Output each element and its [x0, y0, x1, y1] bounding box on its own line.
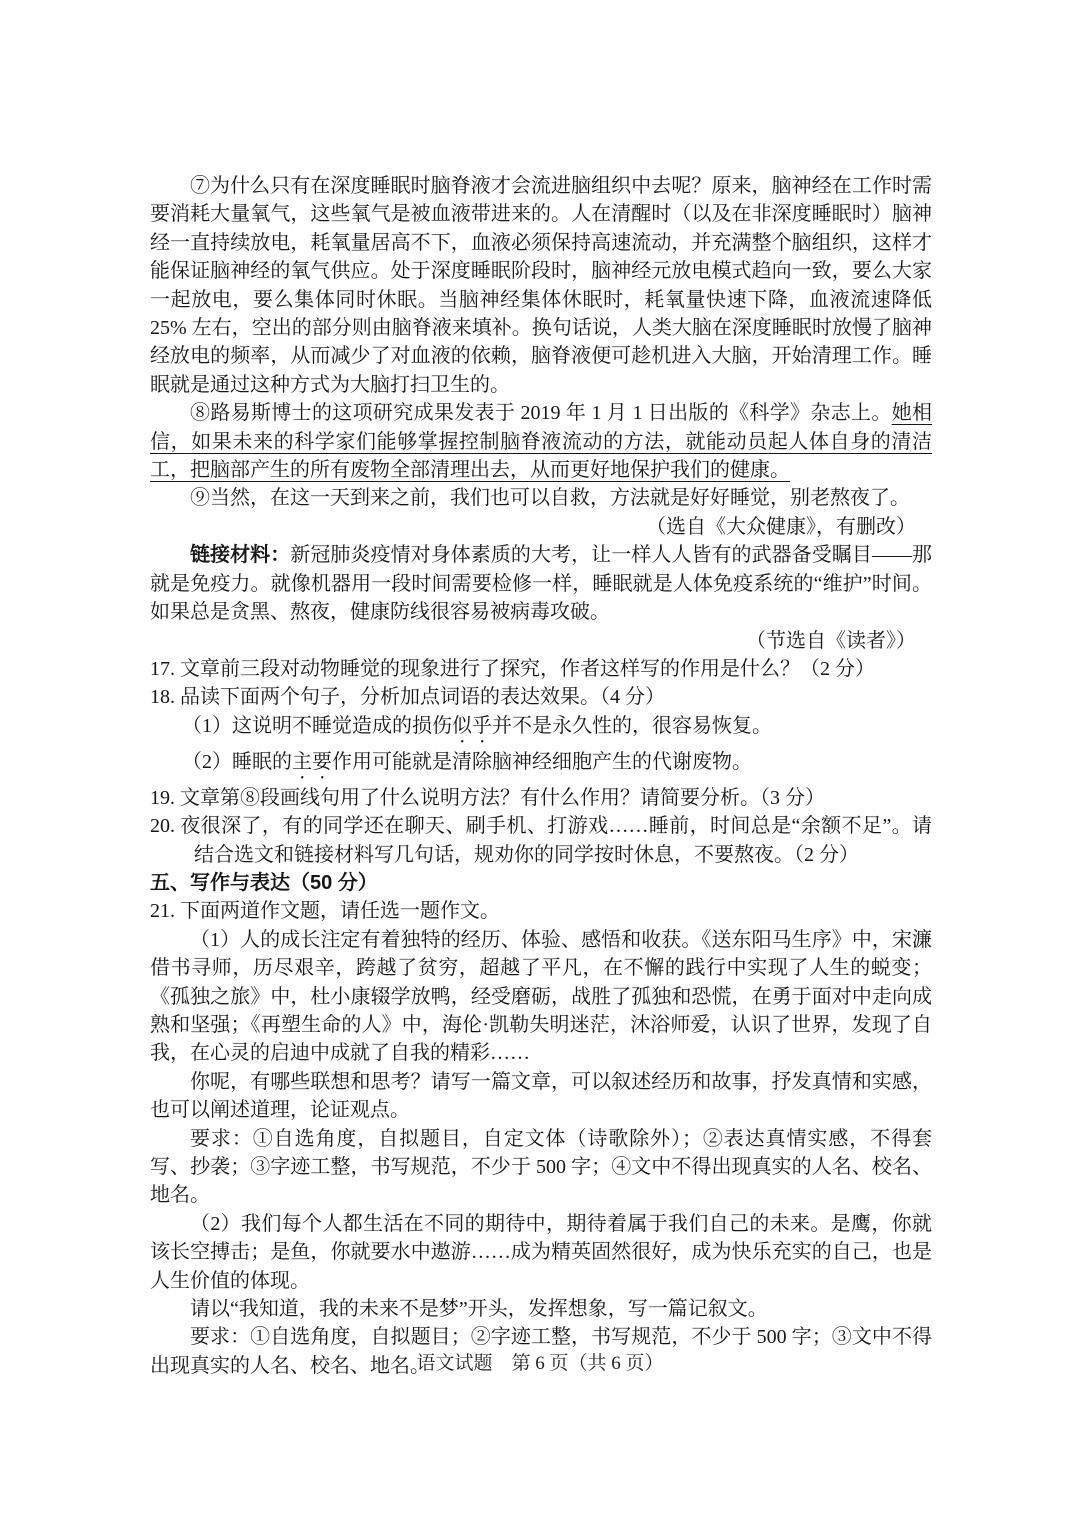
question-19: 19. 文章第⑧段画线句用了什么说明方法？有什么作用？请简要分析。（3 分） — [150, 786, 825, 809]
passage-source-note: （选自《大众健康》，有删改） — [646, 515, 916, 538]
question-18: 18. 品读下面两个句子，分析加点词语的表达效果。（4 分） — [150, 686, 665, 709]
writing-topic-1-requirements: 要求：①自选角度，自拟题目，自定文体（诗歌除外）；②表达真情实感，不得套写、抄袭；③字迹工整，书写规范，不少于 500 字；④文中不得出现真实的人名、校名、地名。 — [150, 1127, 932, 1207]
question-17: 17. 文章前三段对动物睡觉的现象进行了探究，作者这样写的作用是什么？（2 分） — [150, 657, 875, 680]
writing-topic-1-intro: （1）人的成长注定有着独特的经历、体验、感悟和收获。《送东阳马生序》中，宋濂借书寻师，历尽艰辛，跨越了贫穷，超越了平凡，在不懈的践行中实现了人生的蜕变；《孤独之旅》中，杜小康辍学放鸭，经受磨砺，战胜了孤独和恐慌，在勇于面对中走向成熟和坚强；《再塑生命的人》中，海伦·凯勒失明迷茫，沐浴师爱，认识了世界，发现了自我，在心灵的启迪中成就了自我的精彩…… — [150, 928, 932, 1065]
question-20: 20. 夜很深了，有的同学还在聊天、刷手机、打游戏……睡前，时间总是“余额不足”。请结合选文和链接材料写几句话，规劝你的同学按时休息，不要熬夜。（2 分） — [150, 815, 932, 866]
question-21: 21. 下面两道作文题，请任选一题作文。 — [150, 900, 500, 923]
passage-paragraph-8: ⑧路易斯博士的这项研究成果发表于 2019 年 1 月 1 日出版的《科学》杂志上。她相信，如果未来的科学家们能够掌握控制脑脊液流动的方法，就能动员起人体自身的清洁工，把脑部产生的所有废物全部清理出去，从而更好地保护我们的健康。 — [150, 402, 933, 482]
linked-material-source-note: （节选自《读者》） — [746, 629, 916, 652]
writing-topic-2-requirements: 要求：①自选角度，自拟题目；②字迹工整，书写规范，不少于 500 字；③文中不得出现真实的人名、校名、地名。 — [150, 1326, 932, 1377]
page-footer: 语文试题 第 6 页（共 6 页） — [416, 1353, 664, 1374]
passage-paragraph-9: ⑨当然，在这一天到来之前，我们也可以自救，方法就是好好睡觉，别老熬夜了。 — [190, 487, 910, 510]
writing-topic-2-intro: （2）我们每个人都生活在不同的期待中，期待着属于我们自己的未来。是鹰，你就该长空搏击；是鱼，你就要水中遨游……成为精英固然很好，成为快乐充实的自己，也是人生价值的体现。 — [150, 1212, 932, 1292]
passage-paragraph-7: ⑦为什么只有在深度睡眠时脑脊液才会流进脑组织中去呢？原来，脑神经在工作时需要消耗大量氧气，这些氧气是被血液带进来的。人在清醒时（以及在非深度睡眠时）脑神经一直持续放电，耗氧量居高不下，血液必须保持高速流动，并充满整个脑组织，这样才能保证脑神经的氧气供应。处于深度睡眠阶段时，脑神经元放电模式趋向一致，要么大家一起放电，要么集体同时休眠。当脑神经集体休眠时，耗氧量快速下降，血液流速降低 25% 左右，空出的部分则由脑脊液来填补。换句话说，人类大脑在深度睡眠时放慢了脑神经放电的频率，从而减少了对血液的依赖，脑脊液便可趁机进入大脑，开始清理工作。睡眠就是通过这种方式为大脑打扫卫生的。 — [150, 175, 932, 396]
linked-material-paragraph: 链接材料：新冠肺炎疫情对身体素质的大考，让一样人人皆有的武器备受瞩目——那就是免疫力。就像机器用一段时间需要检修一样，睡眠就是人体免疫系统的“维护”时间。如果总是贪黑、熬夜，健康防线很容易被病毒攻破。 — [150, 544, 933, 624]
writing-topic-1-prompt: 你呢，有哪些联想和思考？请写一篇文章，可以叙述经历和故事，抒发真情和实感，也可以阐述道理，论证观点。 — [150, 1070, 932, 1122]
exam-body — [150, 172, 932, 1380]
question-18-item-2: （2）睡眠的主要作用可能就是清除脑神经细胞产生的代谢废物。 — [182, 750, 752, 773]
question-18-item-1: （1）这说明不睡觉造成的损伤似乎并不是永久性的，很容易恢复。 — [182, 714, 772, 737]
writing-topic-2-prompt: 请以“我知道，我的未来不是梦”开头，发挥想象，写一篇记叙文。 — [190, 1298, 768, 1321]
section-heading-writing: 五、写作与表达（50 分） — [150, 871, 378, 894]
